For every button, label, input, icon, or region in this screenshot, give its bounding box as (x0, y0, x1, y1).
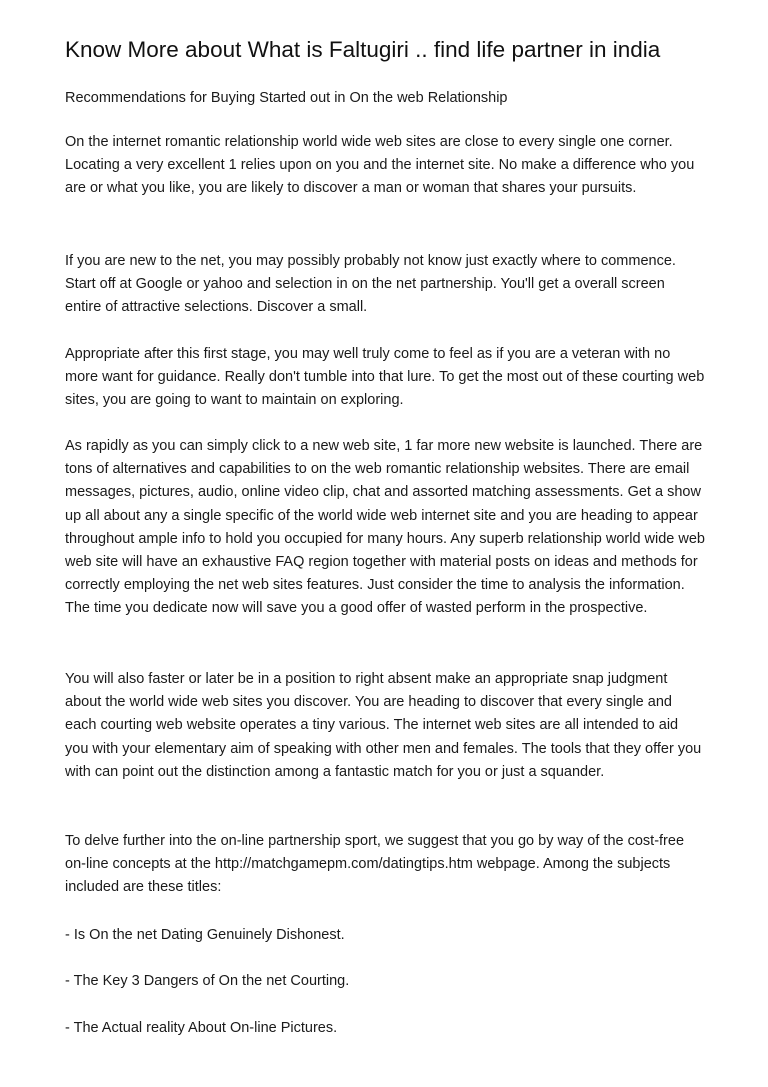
paragraph-further-reading: To delve further into the on-line partnership sport, we suggest that you go by way of the cost-free on-line concepts at the http://matchgamepm.com/datingtips.htm webpage. Among the subjects included are these titles: (65, 833, 685, 896)
paragraph-snap-judgment: You will also faster or later be in a position to right absent make an appropriate snap judgment about the world wide web sites you discover. You are heading to discover that every single and each courting web website operates a tiny various. The internet web sites are all intended to aid you with your elementary aim of speaking with other men and females. The tools that they offer you with can point out the distinction among a fantastic match for you or just a squander. (65, 671, 702, 780)
paragraph-getting-started: If you are new to the net, you may possibly probably not know just exactly where to commence. Start off at Google or yahoo and selection in on the net partnership. You'll get a overall screen entire of attractive selections. Discover a small. (65, 253, 676, 316)
paragraph-intro: On the internet romantic relationship world wide web sites are close to every single one corner. Locating a very excellent 1 relies upon on you and the internet site. No make a difference who you are or what you like, you are likely to discover a man or woman that shares your pursuits. (65, 134, 695, 197)
list-item: - The Key 3 Dangers of On the net Courting. (65, 973, 350, 989)
list-item: - Is On the net Dating Genuinely Dishonest. (65, 927, 345, 943)
list-item: - The Actual reality About On-line Pictures. (65, 1020, 338, 1036)
document-subtitle: Recommendations for Buying Started out in On the web Relationship (65, 90, 508, 106)
document-title: Know More about What is Faltugiri .. find life partner in india (65, 37, 661, 62)
paragraph-features: As rapidly as you can simply click to a new web site, 1 far more new website is launched. There are tons of alternatives and capabilities to on the web romantic relationship websites. There are email messages, pictures, audio, online video clip, chat and assorted matching assessments. Get a show up all about any a single specific of the world wide web internet site and you are heading to appear throughout ample info to hold you occupied for many hours. Any superb relationship world wide web web site will have an exhaustive FAQ region together with material posts on ideas and methods for correctly employing the net web sites features. Just consider the time to analysis the information. The time you dedicate now will save you a good offer of wasted perform in the prospective. (65, 438, 705, 617)
paragraph-first-stage: Appropriate after this first stage, you may well truly come to feel as if you are a veteran with no more want for guidance. Really don't tumble into that lure. To get the most out of these courting web sites, you are going to want to maintain on exploring. (65, 346, 705, 409)
